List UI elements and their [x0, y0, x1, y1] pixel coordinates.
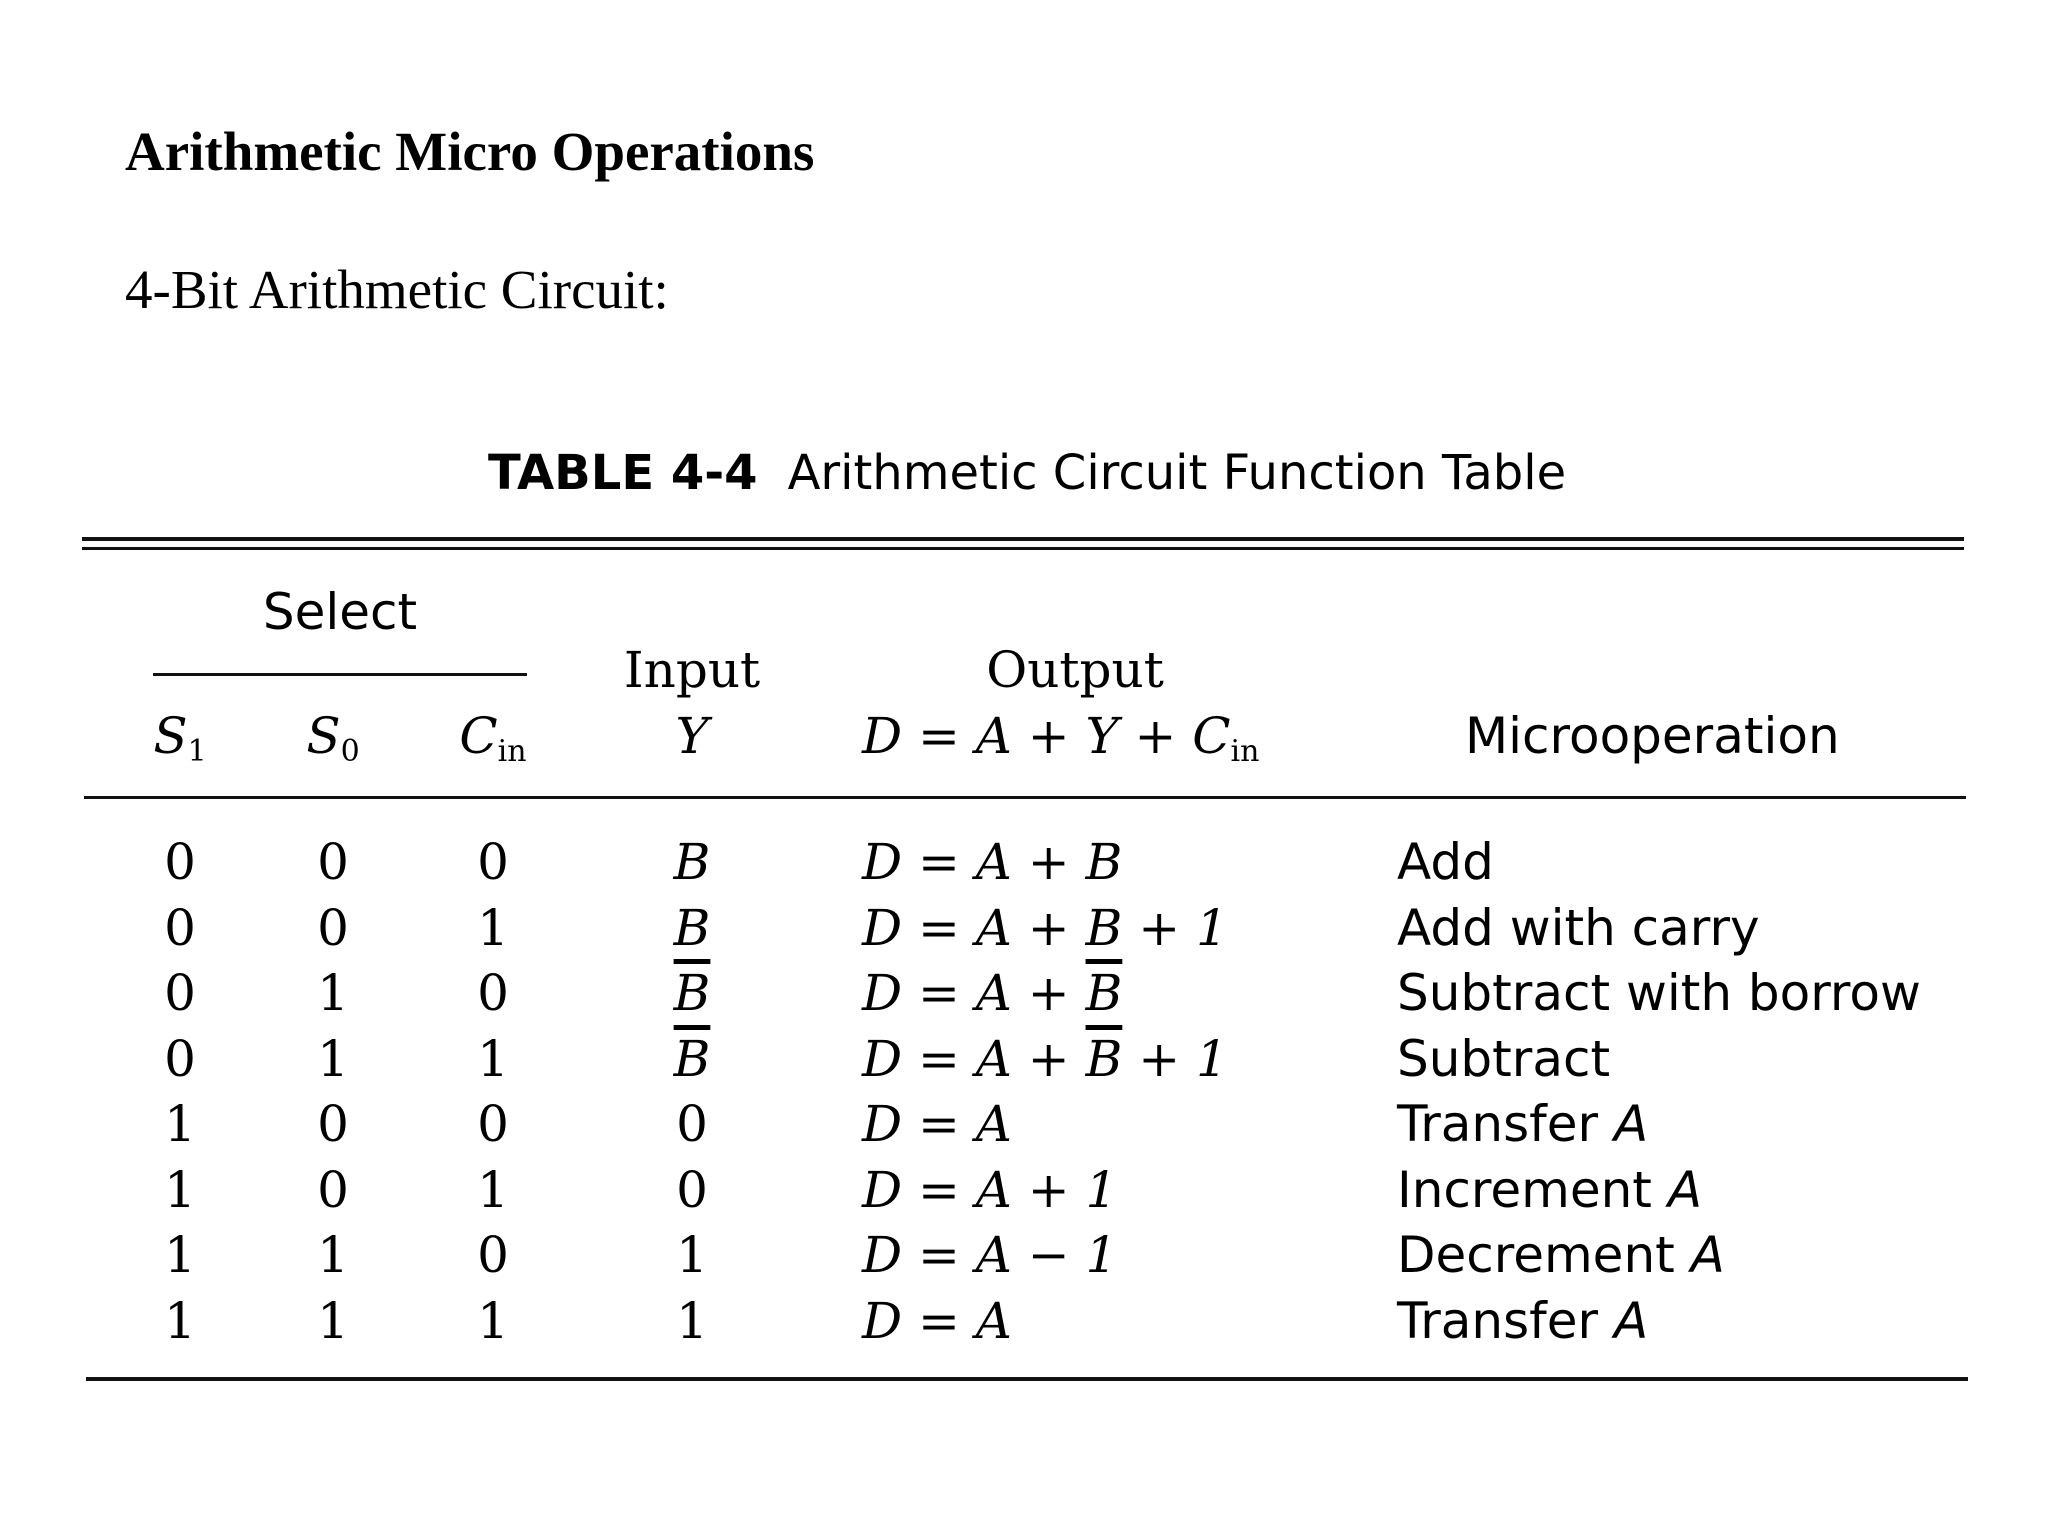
cell-s0: 1 — [317, 964, 349, 1022]
table-top-rule-2 — [82, 547, 1964, 550]
cell-s1: 1 — [164, 1226, 196, 1284]
header-bottom-rule — [84, 796, 1966, 799]
cell-output — [862, 898, 1228, 958]
select-group-rule — [153, 673, 527, 676]
cell-output — [862, 1160, 1117, 1220]
cell-s1: 1 — [164, 1095, 196, 1153]
table-top-rule — [82, 537, 1964, 541]
cell-microoperation — [1397, 963, 1921, 1023]
cell-microoperation — [1397, 1094, 1648, 1154]
cell-s0: 1 — [317, 1030, 349, 1088]
cell-s0: 0 — [317, 1161, 349, 1219]
microoperation-var: A — [1613, 1095, 1649, 1153]
cell-output — [862, 1291, 1012, 1351]
output-suffix: B + 1 — [1085, 899, 1228, 957]
output-operand-b: $\overline{B}$ — [1085, 964, 1123, 1022]
output-expression: D = A + — [862, 964, 1086, 1022]
header-s1: $S_1$ — [153, 707, 207, 769]
microoperation-var: A — [1667, 1161, 1703, 1219]
table-caption — [488, 445, 1566, 501]
cell-microoperation — [1397, 1225, 1725, 1285]
cell-microoperation — [1397, 898, 1760, 958]
cell-s1: 0 — [164, 833, 196, 891]
cell-microoperation — [1397, 832, 1494, 892]
cell-s1: 1 — [164, 1292, 196, 1350]
microoperation-label: Transfer — [1397, 1292, 1614, 1350]
cell-microoperation — [1397, 1160, 1702, 1220]
header-output-formula: $D = A + Y + C_{in}$ — [862, 707, 1260, 769]
header-cin: $C_{in}$ — [459, 707, 527, 769]
cell-input-y: $\overline{B}$ — [673, 1030, 711, 1088]
cell-cin: 0 — [477, 1226, 509, 1284]
cell-s0: 0 — [317, 1095, 349, 1153]
table-number: TABLE 4-4 — [488, 445, 758, 501]
cell-cin: 1 — [477, 1030, 509, 1088]
cell-s0: 0 — [317, 833, 349, 891]
cell-output — [862, 832, 1122, 892]
cell-input-y: B — [673, 833, 711, 891]
cell-microoperation — [1397, 1029, 1610, 1089]
microoperation-label: Increment — [1397, 1161, 1668, 1219]
cell-s1: 0 — [164, 964, 196, 1022]
output-operand-b: $\overline{B}$ — [1085, 1030, 1123, 1088]
microoperation-label: Subtract with borrow — [1397, 964, 1921, 1022]
output-expression: D = A + — [862, 833, 1086, 891]
microoperation-label: Decrement — [1397, 1226, 1691, 1284]
header-output: Output — [986, 641, 1164, 699]
cell-s1: 0 — [164, 1030, 196, 1088]
cell-output — [862, 963, 1122, 1023]
cell-output — [862, 1029, 1228, 1089]
output-suffix: + 1 — [1122, 1030, 1228, 1088]
microoperation-label: Add — [1397, 833, 1494, 891]
cell-input-y: 0 — [676, 1095, 708, 1153]
microoperation-label: Transfer — [1397, 1095, 1614, 1153]
microoperation-label: Subtract — [1397, 1030, 1611, 1088]
microoperation-label: Add with carry — [1397, 899, 1760, 957]
cell-input-y: 1 — [676, 1226, 708, 1284]
table-title: Arithmetic Circuit Function Table — [787, 445, 1567, 501]
header-select: Select — [262, 583, 418, 641]
header-s0: $S_0$ — [306, 707, 360, 769]
cell-cin: 1 — [477, 1292, 509, 1350]
cell-cin: 0 — [477, 964, 509, 1022]
output-expression: D = A + 1 — [862, 1161, 1118, 1219]
cell-input-y: 0 — [676, 1161, 708, 1219]
cell-s0: 0 — [317, 899, 349, 957]
output-suffix: B — [1085, 833, 1123, 891]
cell-cin: 0 — [477, 833, 509, 891]
table-bottom-rule — [86, 1377, 1968, 1381]
cell-s0: 1 — [317, 1292, 349, 1350]
cell-s0: 1 — [317, 1226, 349, 1284]
cell-output — [862, 1225, 1117, 1285]
output-expression: D = A — [862, 1292, 1012, 1350]
output-expression: D = A + — [862, 899, 1086, 957]
cell-output — [862, 1094, 1012, 1154]
section-subtitle: 4-Bit Arithmetic Circuit: — [125, 259, 669, 320]
page-title: Arithmetic Micro Operations — [125, 121, 815, 182]
cell-microoperation — [1397, 1291, 1648, 1351]
header-input: Input — [623, 641, 761, 699]
cell-input-y: $\overline{B}$ — [673, 964, 711, 1022]
header-microoperation: Microoperation — [1465, 707, 1840, 765]
output-expression: D = A − 1 — [862, 1226, 1118, 1284]
output-expression: D = A — [862, 1095, 1012, 1153]
header-input-var: Y — [675, 707, 709, 765]
cell-s1: 1 — [164, 1161, 196, 1219]
cell-input-y: B — [673, 899, 711, 957]
cell-cin: 1 — [477, 1161, 509, 1219]
output-expression: D = A + — [862, 1030, 1086, 1088]
cell-input-y: 1 — [676, 1292, 708, 1350]
cell-cin: 0 — [477, 1095, 509, 1153]
cell-cin: 1 — [477, 899, 509, 957]
microoperation-var: A — [1690, 1226, 1725, 1284]
cell-s1: 0 — [164, 899, 196, 957]
microoperation-var: A — [1613, 1292, 1649, 1350]
